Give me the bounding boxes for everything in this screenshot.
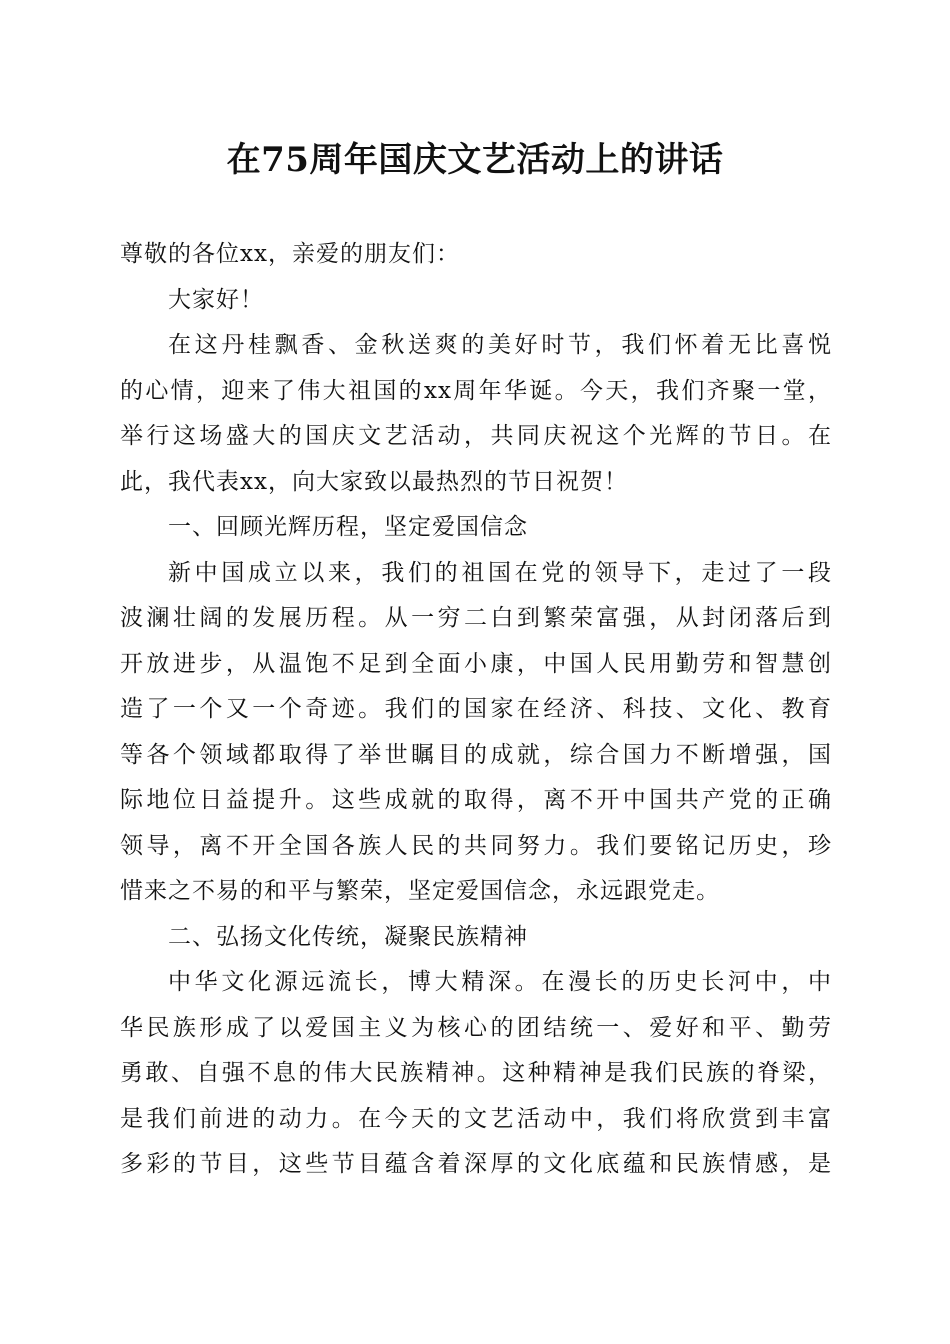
paragraph-line: 在这丹桂飘香、金秋送爽的美好时节，我们怀着无比喜悦 (168, 332, 832, 358)
paragraph-line: 的心情，迎来了伟大祖国的xx周年华诞。今天，我们齐聚一堂， (120, 377, 832, 404)
paragraph-line: 华民族形成了以爱国主义为核心的团结统一、爱好和平、勤劳 (120, 1014, 832, 1041)
paragraph-line: 惜来之不易的和平与繁荣，坚定爱国信念，永远跟党走。 (120, 878, 720, 904)
paragraph-line: 等各个领域都取得了举世瞩目的成就，综合国力不断增强，国 (120, 741, 832, 768)
paragraph-line: 勇敢、自强不息的伟大民族精神。这种精神是我们民族的脊梁， (120, 1060, 832, 1086)
greeting: 大家好！ (168, 286, 264, 313)
paragraph-line: 际地位日益提升。这些成就的取得，离不开中国共产党的正确 (120, 787, 832, 813)
section-heading-1: 一、回顾光辉历程，坚定爱国信念 (168, 514, 528, 540)
paragraph-line: 是我们前进的动力。在今天的文艺活动中，我们将欣赏到丰富 (120, 1105, 832, 1132)
paragraph-history (120, 551, 832, 915)
document-title: 在75周年国庆文艺活动上的讲话 (226, 140, 724, 180)
paragraph-line: 举行这场盛大的国庆文艺活动，共同庆祝这个光辉的节日。在 (120, 423, 832, 449)
paragraph-line: 造了一个又一个奇迹。我们的国家在经济、科技、文化、教育 (120, 696, 832, 722)
paragraph-line: 开放进步，从温饱不足到全面小康，中国人民用勤劳和智慧创 (120, 650, 832, 677)
section-heading-2: 二、弘扬文化传统，凝聚民族精神 (168, 923, 528, 950)
paragraph-opening (120, 323, 832, 505)
salutation: 尊敬的各位xx，亲爱的朋友们： (120, 241, 460, 267)
paragraph-line: 此，我代表xx，向大家致以最热烈的节日祝贺！ (120, 468, 628, 495)
document-body (120, 232, 832, 1188)
paragraph-line: 多彩的节目，这些节目蕴含着深厚的文化底蕴和民族情感，是 (120, 1151, 832, 1177)
paragraph-line: 中华文化源远流长，博大精深。在漫长的历史长河中，中 (168, 969, 832, 995)
paragraph-line: 领导，离不开全国各族人民的共同努力。我们要铭记历史，珍 (120, 832, 832, 859)
paragraph-line: 波澜壮阔的发展历程。从一穷二白到繁荣富强，从封闭落后到 (120, 605, 832, 631)
paragraph-culture (120, 960, 832, 1188)
paragraph-line: 新中国成立以来，我们的祖国在党的领导下，走过了一段 (168, 559, 832, 586)
